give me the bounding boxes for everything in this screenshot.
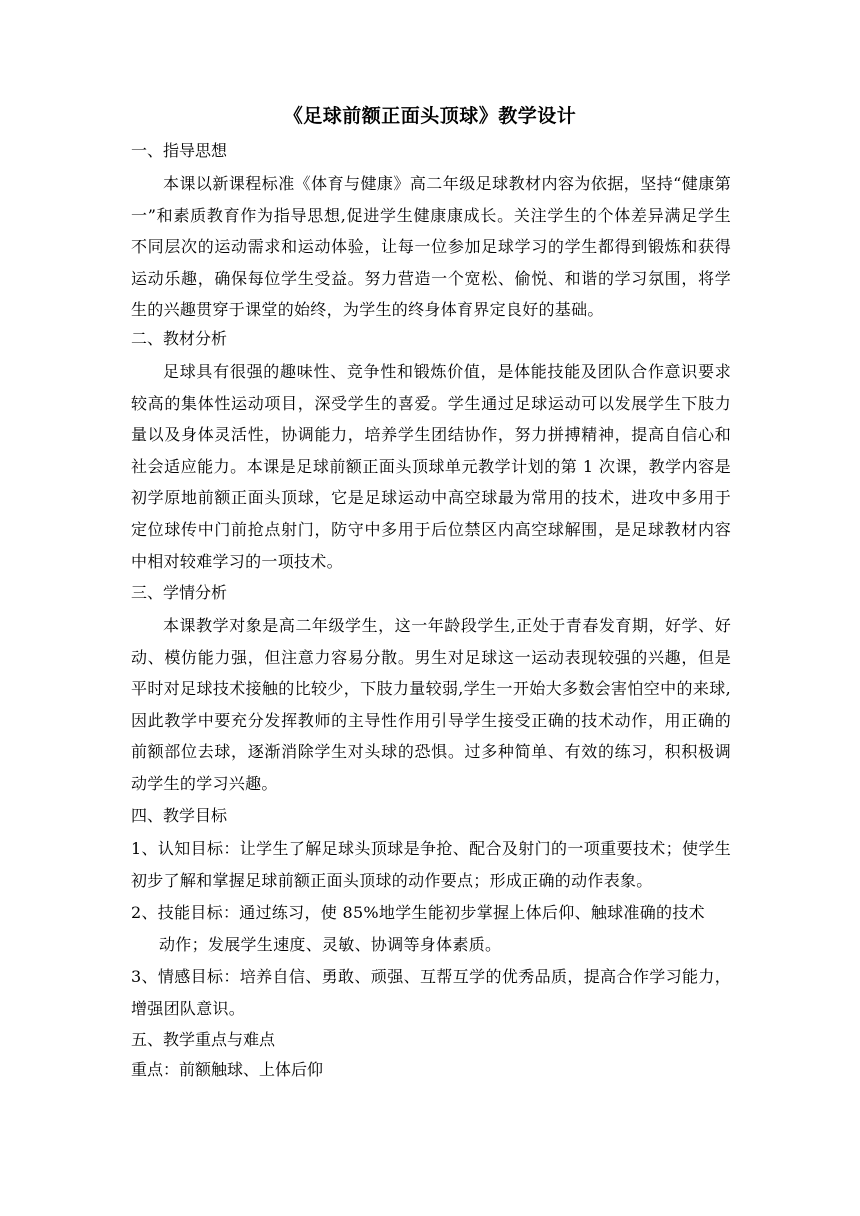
- goal-skill-line-2: 动作；发展学生速度、灵敏、协调等身体素质。: [159, 934, 502, 954]
- goal-cognitive: 1、认知目标：让学生了解足球头顶球是争抢、配合及射门的一项重要技术；使学生初步了解和掌握足球前额正面头顶球的动作要点；形成正确的动作表象。: [131, 839, 731, 890]
- goal-affective: 3、情感目标：培养自信、勇敢、顽强、互帮互学的优秀品质，提高合作学习能力，增强团队意识。: [131, 967, 731, 1018]
- section-heading-guiding-ideology: 一、指导思想: [131, 141, 228, 160]
- goal-skill: [131, 897, 731, 960]
- section-heading-student-analysis: 三、学情分析: [131, 583, 228, 602]
- section-body-material-analysis: 足球具有很强的趣味性、竞争性和锻炼价值，是体能技能及团队合作意识要求较高的集体性运动项目，深受学生的喜爱。学生通过足球运动可以发展学生下肢力量以及身体灵活性，协调能力，培养学生团结协作，努力拼搏精神，提高自信心和社会适应能力。本课是足球前额正面头顶球单元教学计划的第 1 次课，教学内容是初学原地前额正面头顶球，它是足球运动中高空球最为常用的技术，进攻中多用于定位球传中门前抢点射门，防守中多用于后位禁区内高空球解围，是足球教材内容中相对较难学习的一项技术。: [131, 362, 731, 571]
- document-title: 《足球前额正面头顶球》教学设计: [283, 105, 577, 127]
- section-body-guiding-ideology: 本课以新课程标准《体育与健康》高二年级足球教材内容为依据，坚持“健康第一”和素质教育作为指导思想,促进学生健康康成长。关注学生的个体差异满足学生不同层次的运动需求和运动体验，让每一位参加足球学习的学生都得到锻炼和获得运动乐趣，确保每位学生受益。努力营造一个宽松、偷悦、和谐的学习氛围，将学生的兴趣贯穿于课堂的始终，为学生的终身体育界定良好的基础。: [131, 174, 731, 320]
- section-heading-teaching-goals: 四、教学目标: [131, 806, 228, 825]
- goal-skill-line-1: 2、技能目标：通过练习，使 85%地学生能初步掌握上体后仰、触球准确的技术: [131, 903, 705, 922]
- section-heading-key-difficult-points: 五、教学重点与难点: [131, 1030, 276, 1049]
- key-point-text: 重点：前额触球、上体后仰: [131, 1060, 324, 1079]
- section-body-student-analysis: 本课教学对象是高二年级学生，这一年龄段学生,正处于青春发育期，好学、好动、模仿能力强，但注意力容易分散。男生对足球这一运动表现较强的兴趣，但是平时对足球技术接触的比较少，下肢力量较弱,学生一开始大多数会害怕空中的来球,因此教学中要充分发挥教师的主导性作用引导学生接受正确的技术动作，用正确的前额部位去球，逐渐消除学生对头球的恐惧。过多种简单、有效的练习，积积极调动学生的学习兴趣。: [131, 616, 731, 793]
- section-heading-material-analysis: 二、教材分析: [131, 329, 228, 348]
